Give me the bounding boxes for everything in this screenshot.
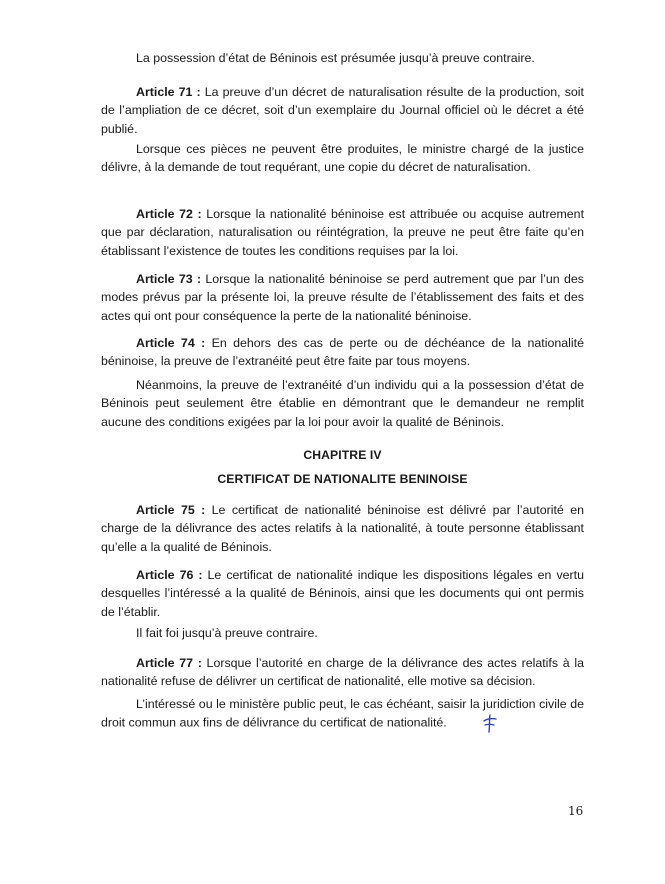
article-73-text: Lorsque la nationalité béninoise se perd autrement que par l’un des modes prévus par la présente loi, la preuve résulte de l’établissement des faits et des actes qui ont pour conséquence la perte de la nationalité béninoise. [101,272,584,323]
article-77-block [101,654,584,691]
article-76-label: Article 76 : [136,568,203,582]
article-75-text: Le certificat de nationalité béninoise est délivré par l’autorité en charge de la délivrance des actes relatifs à la nationalité, à toute personne établissant qu’elle a la qualité de Béninois. [101,503,584,554]
article-71-label: Article 71 : [136,85,201,99]
article-71-block [101,83,584,138]
handwritten-initials-icon [447,713,463,733]
intro-block [101,49,584,67]
page-number: 16 [568,804,584,818]
article-76-followup-paragraph: Il fait foi jusqu’à preuve contraire. [136,626,318,640]
article-76-paragraph [101,566,584,621]
article-77-text: Lorsque l’autorité en charge de la délivrance des actes relatifs à la nationalité refuse de délivrer un certificat de nationalité, elle motive sa décision. [101,656,584,689]
article-72-text: Lorsque la nationalité béninoise est attribuée ou acquise autrement que par déclaration, naturalisation ou réintégration, la preuve ne peut être faite qu’en établissant l’existence de toutes les conditions requises par la loi. [101,207,585,258]
article-75-block [101,501,584,556]
article-71-followup-paragraph: Lorsque ces pièces ne peuvent être produites, le ministre chargé de la justice délivre, à la demande de tout requérant, une copie du décret de naturalisation. [101,142,584,175]
article-77-followup-block [101,695,584,733]
chapter-number: CHAPITRE IV [303,448,382,462]
article-74-paragraph [101,334,584,371]
article-71-followup-block [101,140,584,177]
article-74-followup-block [101,376,584,431]
article-71-paragraph [101,83,584,138]
article-77-paragraph [101,654,584,691]
article-77-followup-paragraph [101,695,584,733]
article-75-label: Article 75 : [136,503,206,517]
article-72-label: Article 72 : [136,207,202,221]
article-75-paragraph [101,501,584,556]
article-76-text: Le certificat de nationalité indique les dispositions légales en vertu desquelles l’intéressé a la qualité de Béninois, ainsi que les documents qui ont permis de l’établir. [101,568,585,619]
article-77-followup-text: L’intéressé ou le ministère public peut, le cas échéant, saisir la juridiction civile de droit commun aux fins de délivrance du certificat de nationalité. [101,697,584,730]
article-72-block [101,205,584,260]
article-72-paragraph [101,205,584,260]
article-76-block [101,566,584,621]
article-73-paragraph [101,270,584,325]
article-74-text: En dehors des cas de perte ou de déchéance de la nationalité béninoise, la preuve de l’extranéité peut être faite par tous moyens. [101,336,584,369]
article-73-block [101,270,584,325]
article-74-label: Article 74 : [136,336,206,350]
article-71-text: La preuve d’un décret de naturalisation résulte de la production, soit de l’ampliation de ce décret, soit d’un exemplaire du Journal officiel où le décret a été publié. [101,85,584,136]
chapter-title: CERTIFICAT DE NATIONALITE BENINOISE [217,472,468,486]
article-74-block [101,334,584,371]
intro-paragraph: La possession d’état de Béninois est présumée jusqu’à preuve contraire. [136,51,535,65]
article-77-label: Article 77 : [136,656,202,670]
article-74-followup-paragraph: Néanmoins, la preuve de l’extranéité d’un individu qui a la possession d’état de Béninois peut seulement être établie en démontrant que le demandeur ne remplit aucune des conditions exigées par la loi pour avoir la qualité de Béninois. [101,378,584,429]
article-73-label: Article 73 : [136,272,202,286]
article-76-followup-block [101,624,584,642]
